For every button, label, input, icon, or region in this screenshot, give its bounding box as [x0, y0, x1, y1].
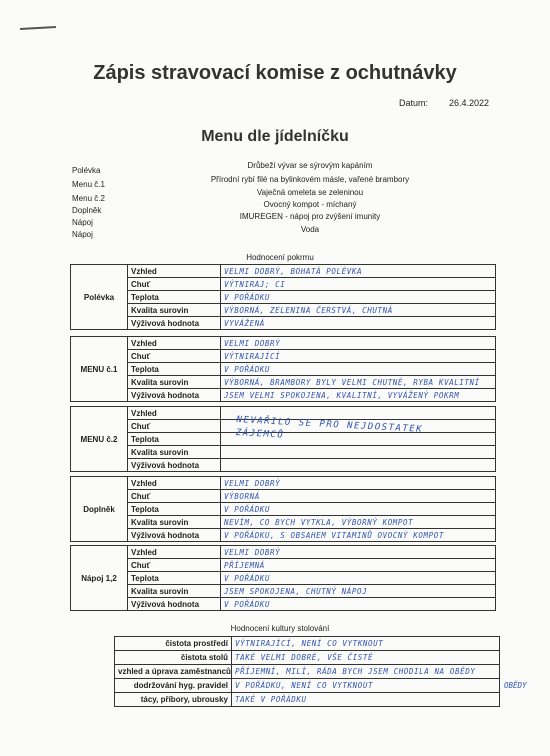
aspect-label: Chuť	[128, 278, 221, 291]
handwritten-value: V POŘÁDKU	[221, 598, 496, 611]
aspect-label: Teplota	[128, 503, 221, 516]
aspect-label: Chuť	[128, 350, 221, 363]
aspect-label: Vzhled	[128, 407, 221, 420]
handwritten-value: V POŘÁDKU	[221, 503, 496, 516]
handwritten-overflow-word: OBĚDY	[504, 681, 527, 690]
course-dish: Ovocný kompot - míchaný	[263, 200, 357, 209]
aspect-label: Kvalita surovin	[128, 516, 221, 529]
group-label: MENU č.1	[71, 337, 128, 402]
handwritten-value: VYVÁŽENÁ	[221, 317, 496, 330]
aspect-label: Teplota	[128, 363, 221, 376]
aspect-label: Výživová hodnota	[128, 459, 221, 472]
group-label: Doplněk	[71, 477, 128, 542]
aspect-label: Výživová hodnota	[128, 317, 221, 330]
handwritten-value: VELMI DOBRÝ	[221, 337, 496, 350]
handwritten-value: TAKÉ VELMI DOBRÉ, VŠE ČISTÉ	[232, 651, 500, 665]
handwritten-value	[221, 459, 496, 472]
handwritten-value: V POŘÁDKU	[221, 572, 496, 585]
page-title: Zápis stravovací komise z ochutnávky	[93, 62, 457, 84]
rating-table-doplnek	[70, 476, 496, 542]
dining-culture-title: Hodnocení kultury stolování	[230, 624, 330, 633]
course-dish: IMUREGEN - nápoj pro zvýšení imunity	[239, 212, 381, 221]
course-label: Nápoj	[72, 218, 93, 227]
food-rating-title: Hodnocení pokrmu	[246, 253, 314, 262]
culture-label: vzhled a úprava zaměstnanců	[115, 665, 232, 679]
handwritten-value: V POŘÁDKU	[221, 291, 496, 304]
culture-label: čistota stolů	[115, 651, 232, 665]
course-label: Doplněk	[72, 206, 102, 215]
date-label: Datum:	[399, 98, 429, 108]
course-label: Nápoj	[72, 230, 93, 239]
handwritten-value: VELMI DOBRÝ, BOHATÁ POLÉVKA	[221, 265, 496, 278]
handwritten-value: VÝTNIRAJÍCÍ	[221, 350, 496, 363]
culture-label: tácy, příbory, ubrousky	[115, 693, 232, 707]
course-label: Polévka	[72, 166, 101, 175]
handwritten-value: V POŘÁDKU, S OBSAHEM VITAMINŮ OVOCNÝ KOMPOT	[221, 529, 496, 542]
date-value: 26.4.2022	[449, 98, 490, 108]
menu-2-handwritten-note: NEVAŘILO SE PRO NEJDOSTATEK ZÁJEMCŮ	[235, 415, 424, 441]
aspect-label: Chuť	[128, 420, 221, 433]
culture-label: čistota prostředí	[115, 637, 232, 651]
dining-culture-table	[114, 636, 500, 707]
handwritten-value: VÝBORNÁ, BRAMBORY BYLY VELMI CHUTNÉ, RYBA KVALITNÍ	[221, 376, 496, 389]
handwritten-value: PŘÍJEMNÍ, MILÍ, RÁDA BYCH JSEM CHODILA NA OBĚDY	[232, 665, 500, 679]
rating-table-polevka	[70, 264, 496, 330]
aspect-label: Chuť	[128, 559, 221, 572]
handwritten-value: VÝTNIRAJÍCÍ, NENÍ CO VYTKNOUT	[232, 637, 500, 651]
aspect-label: Teplota	[128, 291, 221, 304]
group-label: Polévka	[71, 265, 128, 330]
aspect-label: Kvalita surovin	[128, 446, 221, 459]
aspect-label: Kvalita surovin	[128, 376, 221, 389]
aspect-label: Výživová hodnota	[128, 598, 221, 611]
handwritten-value: JSEM SPOKOJENA, CHUTNÝ NÁPOJ	[221, 585, 496, 598]
menu-title: Menu dle jídelníčku	[201, 128, 349, 145]
course-dish: Vaječná omeleta se zeleninou	[256, 188, 364, 197]
course-label: Menu č.1	[72, 180, 105, 189]
course-dish: Drůbeží vývar se sýrovým kapáním	[247, 161, 373, 170]
course-label: Menu č.2	[72, 194, 105, 203]
handwritten-value: VÝBORNÁ, ZELENINA ČERSTVÁ, CHUTNÁ	[221, 304, 496, 317]
group-label: MENU č.2	[71, 407, 128, 472]
handwritten-value: VELMI DOBRÝ	[221, 477, 496, 490]
aspect-label: Vzhled	[128, 477, 221, 490]
handwritten-value	[221, 446, 496, 459]
handwritten-value: VÝBORNÁ	[221, 490, 496, 503]
aspect-label: Vzhled	[128, 265, 221, 278]
aspect-label: Kvalita surovin	[128, 585, 221, 598]
handwritten-value: VÝTNIRAJ; CI	[221, 278, 496, 291]
rating-table-menu-1	[70, 336, 496, 402]
aspect-label: Výživová hodnota	[128, 529, 221, 542]
handwritten-value: V POŘÁDKU	[221, 363, 496, 376]
handwritten-value: V POŘÁDKU, NENÍ CO VYTKNOUT	[232, 679, 500, 693]
aspect-label: Vzhled	[128, 546, 221, 559]
handwritten-value: NEVÍM, CO BYCH VYTKLA, VÝBORNÝ KOMPOT	[221, 516, 496, 529]
aspect-label: Teplota	[128, 572, 221, 585]
group-label: Nápoj 1,2	[71, 546, 128, 611]
aspect-label: Teplota	[128, 433, 221, 446]
handwritten-value: TAKÉ V POŘÁDKU	[232, 693, 500, 707]
course-dish: Voda	[300, 225, 320, 234]
aspect-label: Vzhled	[128, 337, 221, 350]
aspect-label: Výživová hodnota	[128, 389, 221, 402]
handwritten-value: PŘÍJEMNÁ	[221, 559, 496, 572]
handwritten-value: VELMI DOBRÝ	[221, 546, 496, 559]
culture-label: dodržování hyg. pravidel	[115, 679, 232, 693]
handwritten-value: JSEM VELMI SPOKOJENA, KVALITNÍ, VYVÁŽENÝ POKRM	[221, 389, 496, 402]
aspect-label: Kvalita surovin	[128, 304, 221, 317]
scan-pen-mark	[20, 26, 56, 30]
aspect-label: Chuť	[128, 490, 221, 503]
rating-table-napoj	[70, 545, 496, 611]
course-dish: Přírodní rybí filé na bylinkovém másle, vařené brambory	[210, 175, 410, 184]
